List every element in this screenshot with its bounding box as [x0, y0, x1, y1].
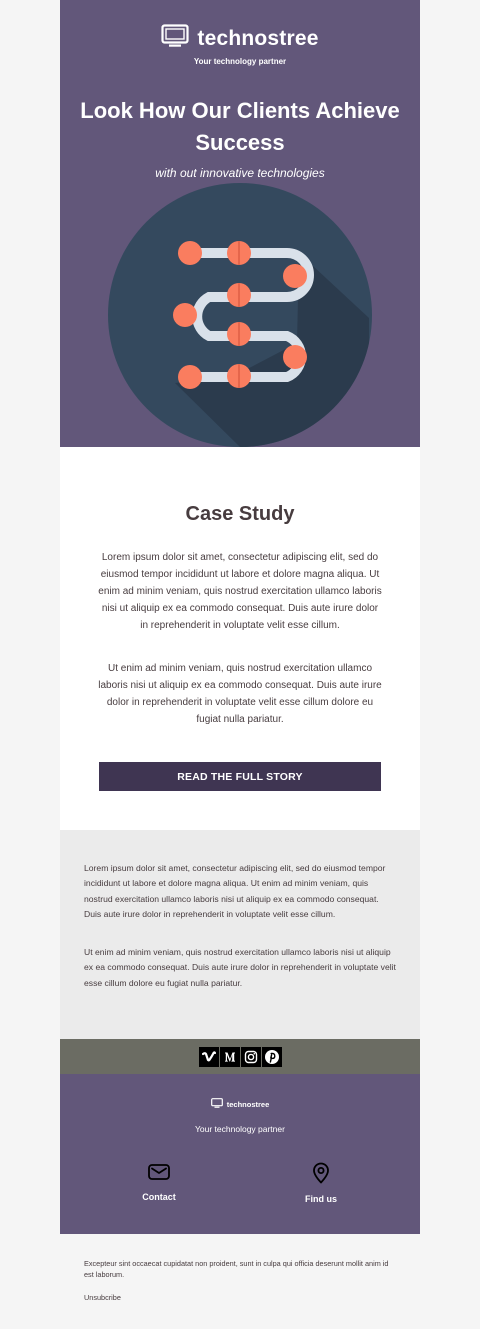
legal-text: Excepteur sint occaecat cupidatat non proident, sunt in culpa qui officia deserunt mollit anim id est laborum.	[84, 1259, 389, 1279]
vimeo-icon[interactable]	[199, 1047, 219, 1067]
read-full-story-button[interactable]: READ THE FULL STORY	[99, 762, 381, 791]
contact-link[interactable]	[99, 1162, 219, 1202]
brand-name: technostree	[197, 26, 319, 50]
monitor-icon	[161, 24, 189, 53]
footer-logo[interactable]	[60, 1098, 420, 1110]
case-study-paragraph-1: Lorem ipsum dolor sit amet, consectetur adipiscing elit, sed do eiusmod tempor incididunt ut labore et dolore magna aliqua. Ut enim ad minim veniam, quis nostrud exercitation ullamco laboris nisi ut aliquip ex ea commodo consequat. Duis aute irure dolor in reprehenderit in voluptate velit esse cillum.	[98, 552, 382, 631]
footer-tagline: Your technology partner	[195, 1124, 285, 1134]
brand-logo[interactable]	[60, 24, 420, 66]
social-bar	[60, 1039, 420, 1074]
process-graphic	[107, 183, 373, 447]
footer-section	[60, 1074, 420, 1234]
case-study-title: Case Study	[185, 503, 295, 525]
case-study-section	[60, 447, 420, 830]
find-us-label: Find us	[305, 1194, 337, 1204]
unsubscribe-link[interactable]: Unsubcribe	[84, 1293, 121, 1302]
case-study-paragraph-2: Ut enim ad minim veniam, quis nostrud exercitation ullamco laboris nisi ut aliquip ex ea commodo consequat. Duis aute irure dolor in reprehenderit in voluptate velit esse cillum dolore eu fugiat nulla pariatur.	[98, 663, 382, 725]
medium-icon[interactable]	[220, 1047, 240, 1067]
footer-brand-name: technostree	[226, 1099, 270, 1109]
mail-icon	[147, 1169, 171, 1186]
monitor-icon	[211, 1098, 223, 1110]
contact-label: Contact	[142, 1192, 176, 1202]
instagram-icon[interactable]	[241, 1047, 261, 1067]
info-section	[60, 830, 420, 1039]
pinterest-icon[interactable]	[262, 1047, 282, 1067]
brand-tagline: Your technology partner	[193, 57, 287, 66]
hero-title: Look How Our Clients Achieve Success	[80, 98, 400, 155]
info-paragraph-2: Ut enim ad minim veniam, quis nostrud exercitation ullamco laboris nisi ut aliquip ex ea commodo consequat. Duis aute irure dolor in reprehenderit in voluptate velit esse cillum dolore eu fugiat nulla pariatur.	[84, 947, 396, 988]
hero-section	[60, 0, 420, 447]
hero-subtitle: with out innovative technologies	[155, 166, 325, 180]
info-paragraph-1: Lorem ipsum dolor sit amet, consectetur adipiscing elit, sed do eiusmod tempor incididunt ut labore et dolore magna aliqua. Ut enim ad minim veniam, quis nostrud exercitation ullamco laboris nisi ut aliquip ex ea commodo consequat. Duis aute irure dolor in reprehenderit in voluptate velit esse cillum.	[84, 863, 386, 920]
find-us-link[interactable]	[261, 1162, 381, 1204]
map-pin-icon	[311, 1171, 331, 1188]
